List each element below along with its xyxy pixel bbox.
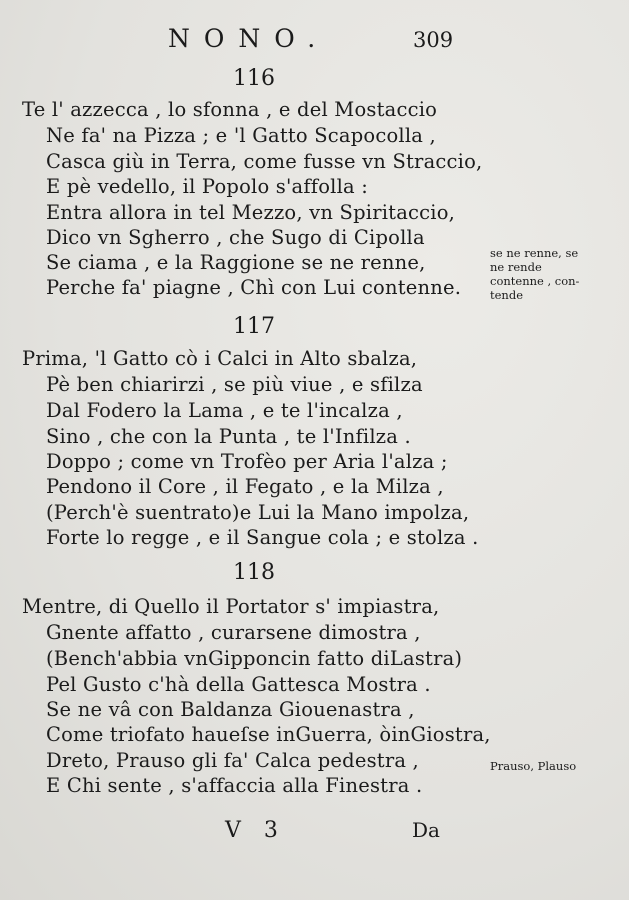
margin-note-line: ne rende	[490, 260, 542, 274]
running-head: NONO.	[168, 24, 330, 53]
verse-line: Entra allora in tel Mezzo, vn Spiritaccio,	[46, 201, 456, 224]
verse-line: Pel Gusto c'hà della Gattesca Mostra .	[46, 673, 431, 696]
verse-line: Forte lo regge , e il Sangue cola ; e stolza .	[46, 526, 479, 549]
stanza-number: 117	[233, 314, 275, 339]
verse-line: E Chi sente , s'affaccia alla Finestra .	[46, 774, 423, 797]
verse-line: Mentre, di Quello il Portator s' impiastra,	[22, 595, 440, 618]
verse-line: Casca giù in Terra, come fusse vn Straccio,	[46, 150, 483, 173]
verse-line: Te l' azzecca , lo sfonna , e del Mostaccio	[22, 98, 438, 121]
catchword: Da	[412, 818, 440, 842]
verse-line: (Perch'è suentrato)e Lui la Mano impolza,	[46, 501, 470, 524]
verse-line: Se ne vâ con Baldanza Giouenastra ,	[46, 698, 415, 721]
verse-line: Pendono il Core , il Fegato , e la Milza ,	[46, 475, 444, 498]
verse-line: Prima, 'l Gatto cò i Calci in Alto sbalza,	[22, 347, 418, 370]
margin-note	[490, 759, 576, 773]
verse-line: Doppo ; come vn Trofèo per Aria l'alza ;	[46, 450, 448, 473]
margin-note-line: contenne , con-	[490, 274, 580, 288]
margin-note-line: Prauso, Plauso	[490, 759, 577, 773]
verse-line: Ne fa' na Pizza ; e 'l Gatto Scapocolla ,	[46, 124, 436, 147]
stanza-number: 118	[233, 560, 275, 585]
verse-line: Perche fa' piagne , Chì con Lui contenne.	[46, 276, 462, 299]
stanza-number: 116	[233, 66, 275, 91]
verse-line: Dreto, Prauso gli fa' Calca pedestra ,	[46, 749, 419, 772]
verse-line: Se ciama , e la Raggione se ne renne,	[46, 251, 426, 274]
verse-line: Dal Fodero la Lama , e te l'incalza ,	[46, 399, 403, 422]
verse-line: Sino , che con la Punta , te l'Infilza .	[46, 425, 411, 448]
verse-line: Gnente affatto , curarsene dimostra ,	[46, 621, 421, 644]
verse-line: Pè ben chiarirzi , se più viue , e sfilza	[46, 373, 423, 396]
signature-mark: V 3	[225, 818, 286, 843]
verse-line: E pè vedello, il Popolo s'affolla :	[46, 175, 369, 198]
margin-note-line: se ne renne, se	[490, 246, 579, 260]
margin-note-line: tende	[490, 288, 524, 302]
margin-note	[490, 246, 579, 302]
verse-line: Come triofato haueſse inGuerra, òinGiostra,	[46, 723, 491, 746]
verse-line: Dico vn Sgherro , che Sugo di Cipolla	[46, 226, 425, 249]
verse-line: (Bench'abbia vnGipponcin fatto diLastra)	[46, 647, 463, 670]
page-number: 309	[413, 28, 454, 52]
